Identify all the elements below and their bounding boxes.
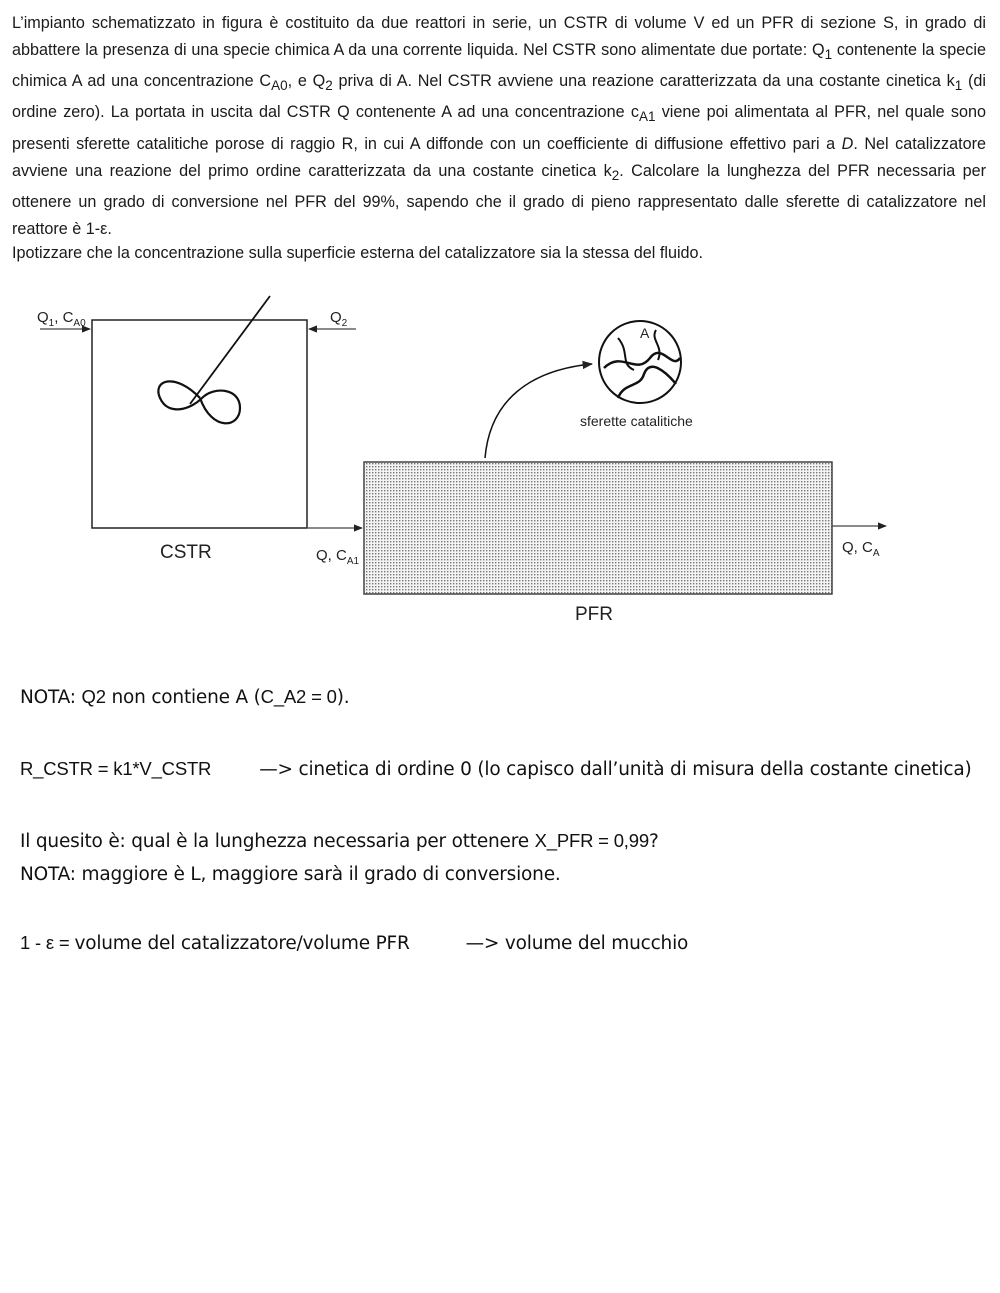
- pfr-outlet-label: Q, $C_A$: [842, 539, 880, 559]
- cstr-outlet-label: Q, $C_{A1}$: [316, 547, 360, 567]
- note-line-1: NOTA: Q2 non contiene A (C_A2 = 0).: [20, 686, 350, 708]
- sphere-caption: sferette catalitiche: [580, 413, 693, 429]
- inlet-q2-label: $Q_2$: [330, 309, 348, 329]
- cstr-vessel: [92, 320, 307, 528]
- reactor-diagram: [0, 280, 1000, 640]
- sphere-pointer-arrow: [485, 364, 592, 458]
- problem-statement: L’impianto schematizzato in figura è costituito da due reattori in serie, un CSTR di volume V ed un PFR di sezione S, in grado di abbattere la presenza di una specie chimica A da una corrente liquida. Nel CSTR sono alimentate due portate: $Q_1$ contenente la specie chimica A ad una concentrazione $C_{A0}$, e $Q_2$ priva di A. Nel CSTR avviene una reazione caratterizzata da una costante cinetica $k_1$ (di ordine zero). La portata in uscita dal CSTR Q contenente A ad una concentrazione $c_{A1}$ viene poi alimentata al PFR, nel quale sono presenti sferette catalitiche porose di raggio R, in cui A diffonde con un coefficiente di diffusione effettivo pari a D. Nel catalizzatore avviene una reazione del primo ordine caratterizzata da una costante cinetica $k_2$. Calcolare la lunghezza del PFR necessaria per ottenere un grado di conversione nel PFR del 99%, sapendo che il grado di pieno rappresentato dalle sferette di catalizzatore nel reattore è 1-ε.: [12, 14, 987, 238]
- inlet-q1-label: $Q_1$, $C_{A0}$: [37, 309, 86, 329]
- note-line-2: R_CSTR = k1*V_CSTR —> cinetica di ordine 0 (lo capisco dall’unità di misura della costante cinetica): [20, 758, 972, 780]
- stirrer-icon: [158, 296, 270, 423]
- catalyst-sphere-icon: [599, 321, 681, 403]
- note-line-4: NOTA: maggiore è L, maggiore sarà il grado di conversione.: [20, 864, 561, 885]
- note-line-5: 1 - ε = volume del catalizzatore/volume PFR —> volume del mucchio: [20, 932, 689, 954]
- cstr-label: CSTR: [160, 542, 212, 563]
- sphere-species-label: A: [640, 325, 650, 341]
- note-line-3: Il quesito è: qual è la lunghezza necessaria per ottenere X_PFR = 0,99?: [20, 830, 659, 852]
- hypothesis-text: Ipotizzare che la concentrazione sulla superficie esterna del catalizzatore sia la stessa del fluido.: [12, 244, 704, 262]
- pfr-label: PFR: [575, 604, 613, 625]
- pfr-packed-bed: [364, 462, 832, 594]
